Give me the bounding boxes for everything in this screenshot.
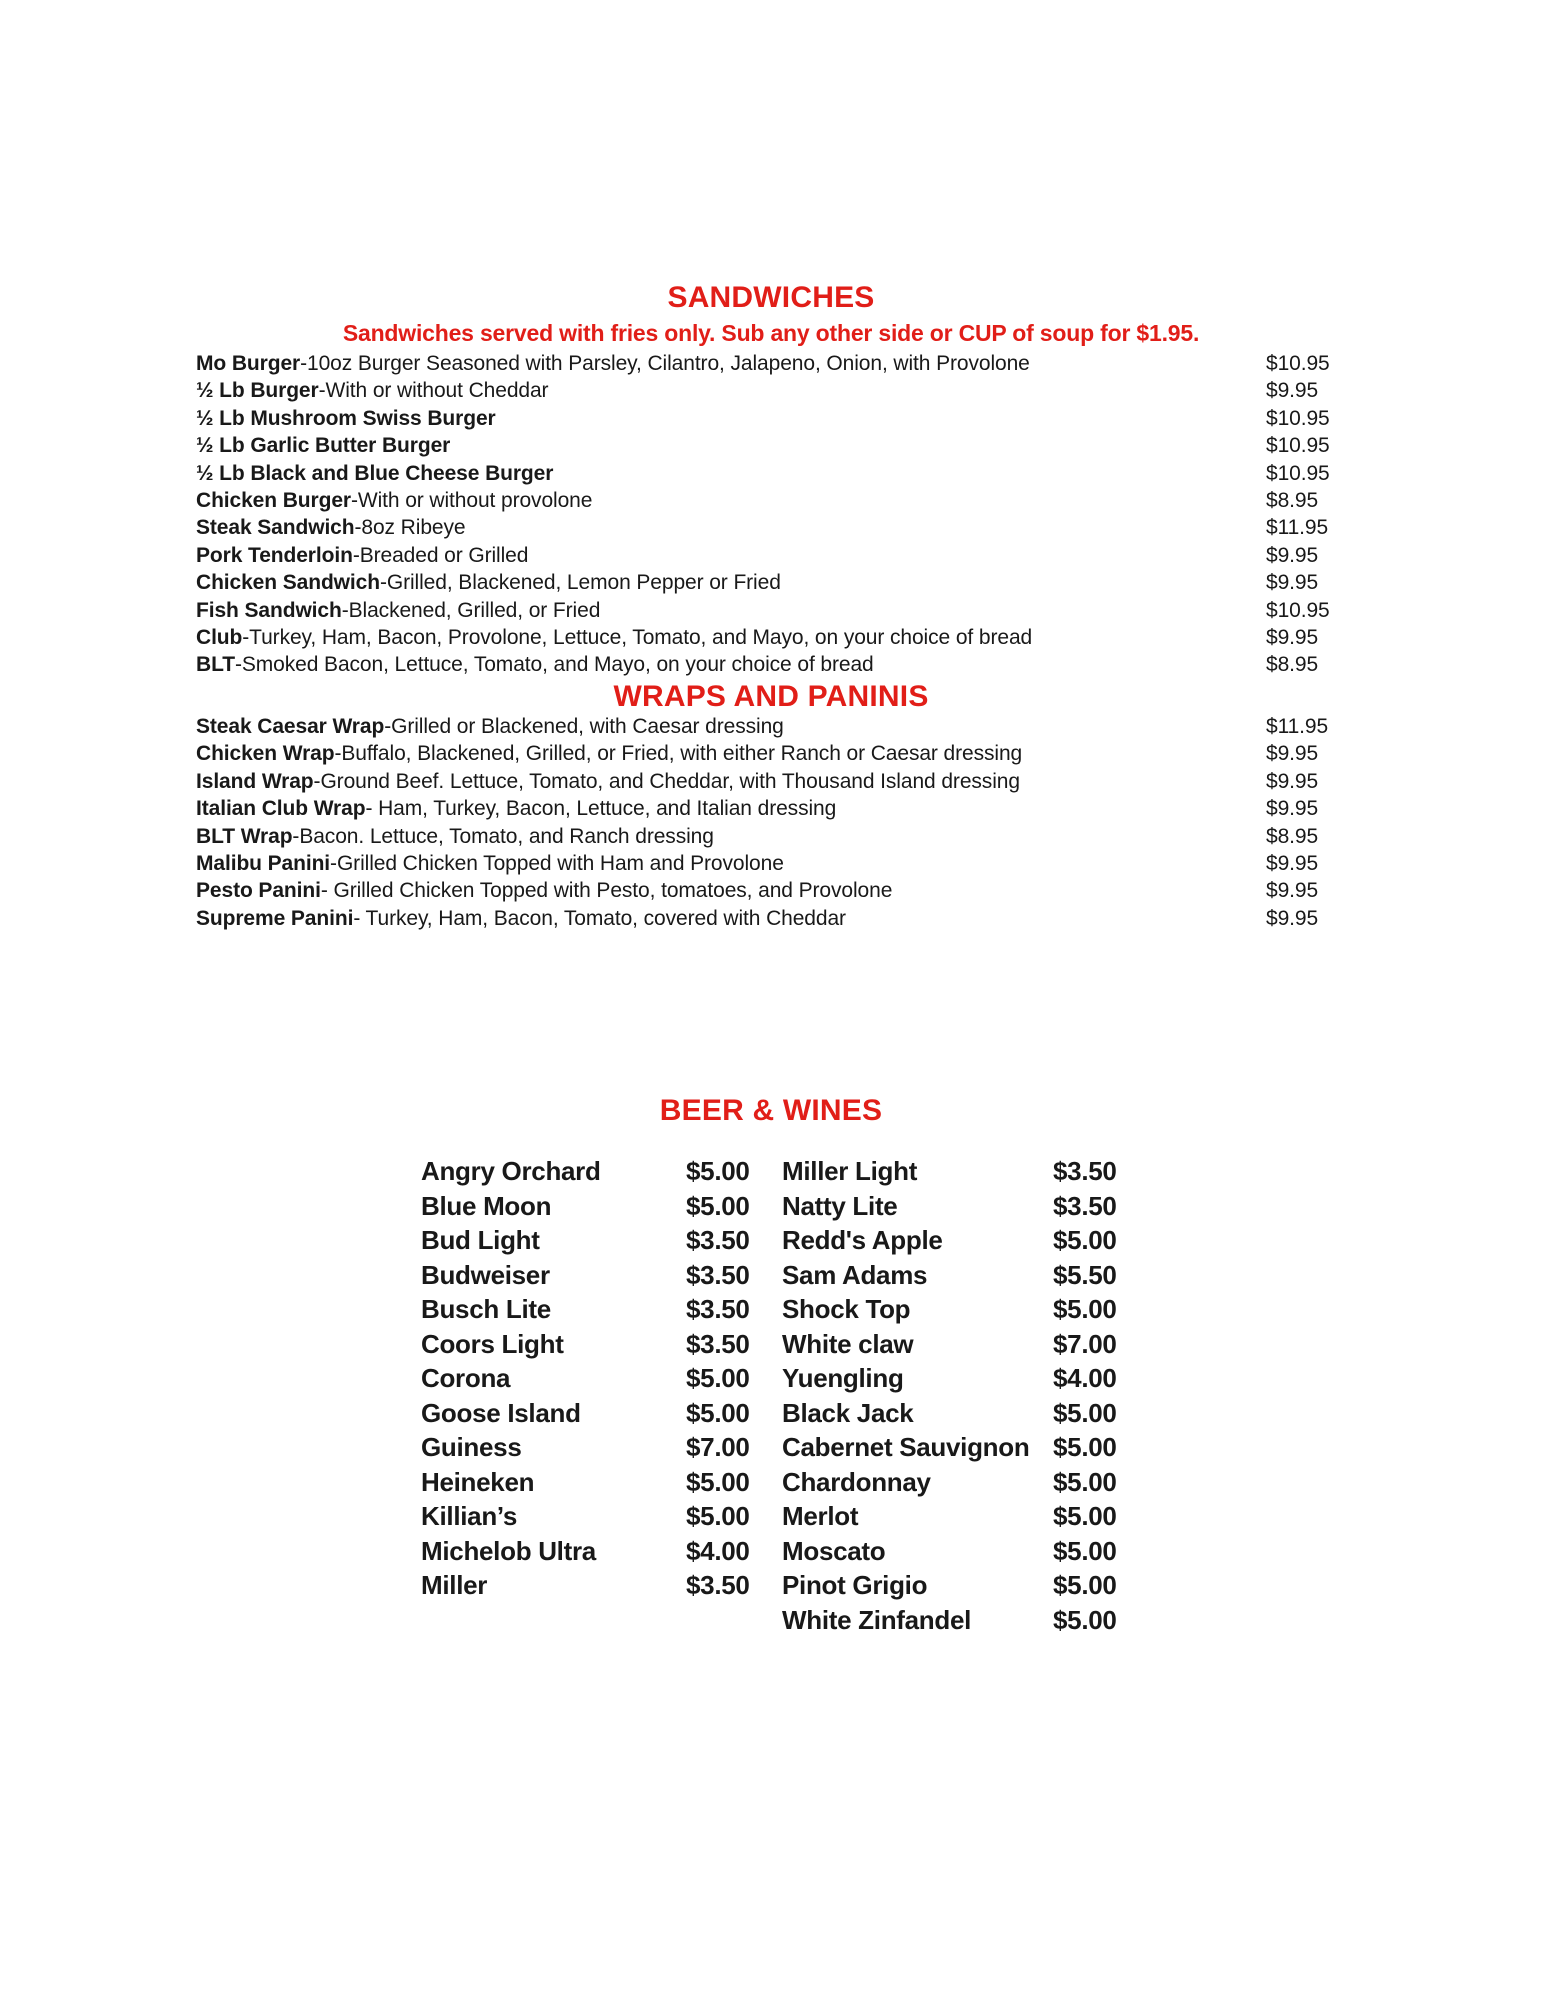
menu-item-description: - Grilled Chicken Topped with Pesto, tomatoes, and Provolone: [320, 879, 893, 903]
drink-name-right: Redd's Apple: [782, 1225, 943, 1256]
menu-item-name: ½ Lb Mushroom Swiss Burger: [196, 406, 496, 430]
menu-item-price: $9.95: [1266, 379, 1319, 403]
drink-name-right: Chardonnay: [782, 1466, 931, 1497]
menu-item-name: ½ Lb Garlic Butter Burger: [196, 434, 451, 458]
menu-item-price: $9.95: [1266, 742, 1319, 766]
menu-item-row: [196, 460, 1346, 487]
menu-item-description: -With or without provolone: [350, 489, 593, 513]
menu-item-row: [196, 713, 1346, 740]
menu-item-row: [196, 740, 1346, 767]
menu-item-row: [196, 514, 1346, 541]
drink-price-left: $5.00: [686, 1501, 750, 1532]
menu-item-row: [196, 651, 1346, 678]
drink-price-right: $3.50: [1053, 1156, 1117, 1187]
drink-price-right: $5.00: [1053, 1466, 1117, 1497]
menu-item-price: $9.95: [1266, 851, 1319, 875]
menu-item-row: [196, 877, 1346, 904]
menu-item-row: [196, 377, 1346, 404]
menu-item-description: -10oz Burger Seasoned with Parsley, Cilantro, Jalapeno, Onion, with Provolone: [300, 352, 1030, 375]
drink-name-right: Miller Light: [782, 1156, 918, 1187]
drink-price-right: $5.00: [1053, 1225, 1117, 1256]
drink-price-right: $5.00: [1053, 1570, 1117, 1601]
drink-row: [421, 1258, 1346, 1293]
drink-name-right: Merlot: [782, 1501, 859, 1532]
menu-item-text: [196, 850, 1266, 877]
drink-price-left: $3.50: [686, 1570, 750, 1601]
menu-item-description: -Grilled or Blackened, with Caesar dressing: [384, 714, 784, 738]
menu-item-name: ½ Lb Black and Blue Cheese Burger: [196, 461, 554, 485]
drink-name-right: Moscato: [782, 1535, 886, 1566]
menu-item-name: Mo Burger: [196, 352, 301, 375]
drink-name-right: Natty Lite: [782, 1190, 898, 1221]
drink-price-right: $5.50: [1053, 1259, 1117, 1290]
wraps-heading: WRAPS AND PANINIS: [613, 679, 929, 713]
menu-item-name: BLT: [196, 653, 235, 677]
menu-item-text: [196, 432, 1266, 459]
drink-name-left: Guiness: [421, 1432, 522, 1463]
drink-name-right: Cabernet Sauvignon: [782, 1432, 1030, 1463]
menu-item-name: Fish Sandwich: [196, 598, 342, 622]
menu-item-price: $9.95: [1266, 879, 1319, 903]
drink-row: [421, 1534, 1346, 1569]
drink-row: [421, 1189, 1346, 1224]
menu-item-name: Pork Tenderloin: [196, 543, 353, 567]
menu-item-price: $10.95: [1266, 406, 1330, 430]
menu-content: [196, 280, 1346, 1637]
drink-price-right: $7.00: [1053, 1328, 1117, 1359]
menu-item-price: $11.95: [1266, 516, 1329, 540]
menu-item-description: -With or without Cheddar: [318, 379, 549, 403]
menu-item-description: -Bacon. Lettuce, Tomato, and Ranch dressing: [292, 824, 714, 848]
drink-row: [421, 1327, 1346, 1362]
drink-price-left: $3.50: [686, 1294, 750, 1325]
drink-name-left: Bud Light: [421, 1225, 540, 1256]
menu-item-text: [196, 624, 1266, 651]
drink-row: [421, 1292, 1346, 1327]
menu-item-name: Malibu Panini: [196, 851, 331, 875]
menu-item-row: [196, 597, 1346, 624]
menu-item-text: [196, 651, 1266, 678]
menu-item-row: [196, 350, 1346, 377]
menu-item-name: Island Wrap: [196, 769, 314, 793]
wraps-list: [196, 713, 1346, 932]
menu-item-price: $9.95: [1266, 571, 1319, 595]
menu-item-price: $10.95: [1266, 352, 1330, 375]
drink-row: [421, 1361, 1346, 1396]
drink-price-left: $5.00: [686, 1397, 750, 1428]
menu-item-text: [196, 905, 1266, 932]
menu-item-text: [196, 569, 1266, 596]
menu-item-text: [196, 768, 1266, 795]
menu-item-text: [196, 877, 1266, 904]
menu-item-text: [196, 597, 1266, 624]
menu-item-description: - Ham, Turkey, Bacon, Lettuce, and Italian dressing: [365, 797, 837, 821]
drink-name-left: Michelob Ultra: [421, 1535, 596, 1566]
menu-item-name: Italian Club Wrap: [196, 797, 366, 821]
menu-item-text: [196, 542, 1266, 569]
menu-item-row: [196, 487, 1346, 514]
menu-item-price: $10.95: [1266, 434, 1330, 458]
menu-item-text: [196, 405, 1266, 432]
drink-row: [421, 1223, 1346, 1258]
drink-price-right: $5.00: [1053, 1294, 1117, 1325]
menu-item-text: [196, 487, 1266, 514]
drink-price-left: $5.00: [686, 1363, 750, 1394]
drink-row: [421, 1568, 1346, 1603]
drink-name-right: Shock Top: [782, 1294, 911, 1325]
menu-item-name: BLT Wrap: [196, 824, 293, 848]
drink-price-right: $5.00: [1053, 1397, 1117, 1428]
drink-row: [421, 1499, 1346, 1534]
menu-item-description: -Grilled Chicken Topped with Ham and Provolone: [330, 851, 784, 875]
menu-item-text: [196, 377, 1266, 404]
drink-name-left: Heineken: [421, 1466, 535, 1497]
menu-item-description: -Smoked Bacon, Lettuce, Tomato, and Mayo, on your choice of bread: [234, 653, 874, 677]
menu-item-row: [196, 850, 1346, 877]
drink-name-right: White claw: [782, 1328, 914, 1359]
drink-price-left: $3.50: [686, 1328, 750, 1359]
menu-item-price: $9.95: [1266, 906, 1319, 930]
drink-row: [421, 1465, 1346, 1500]
menu-item-row: [196, 795, 1346, 822]
menu-item-price: $11.95: [1266, 714, 1329, 738]
drink-price-left: $3.50: [686, 1225, 750, 1256]
drink-price-right: $5.00: [1053, 1604, 1117, 1635]
drink-name-left: Coors Light: [421, 1328, 564, 1359]
menu-item-name: Chicken Wrap: [196, 742, 335, 766]
drink-name-left: [421, 1603, 686, 1638]
menu-item-price: $9.95: [1266, 543, 1319, 567]
sandwiches-heading: SANDWICHES: [667, 281, 875, 314]
menu-item-text: [196, 460, 1266, 487]
drink-price-right: $4.00: [1053, 1363, 1117, 1394]
menu-item-name: Supreme Panini: [196, 906, 354, 930]
drink-name-right: Pinot Grigio: [782, 1570, 928, 1601]
drink-name-right: Yuengling: [782, 1363, 904, 1394]
sandwiches-list: [196, 350, 1346, 679]
menu-item-row: [196, 905, 1346, 932]
menu-item-text: [196, 514, 1266, 541]
drink-name-left: Goose Island: [421, 1397, 581, 1428]
drink-name-left: Busch Lite: [421, 1294, 551, 1325]
menu-item-name: Steak Sandwich: [196, 516, 355, 540]
menu-item-name: Club: [196, 626, 243, 650]
menu-item-description: -Buffalo, Blackened, Grilled, or Fried, with either Ranch or Caesar dressing: [334, 742, 1023, 766]
drink-name-left: Killian’s: [421, 1501, 518, 1532]
menu-item-row: [196, 823, 1346, 850]
drink-price-left: $4.00: [686, 1535, 750, 1566]
sandwiches-note: Sandwiches served with fries only. Sub any other side or CUP of soup for $1.95.: [342, 320, 1200, 346]
menu-item-price: $10.95: [1266, 598, 1330, 622]
menu-item-description: -Turkey, Ham, Bacon, Provolone, Lettuce, Tomato, and Mayo, on your choice of bread: [242, 626, 1033, 650]
menu-item-price: $9.95: [1266, 769, 1319, 793]
drink-price-right: $5.00: [1053, 1501, 1117, 1532]
drink-name-left: Budweiser: [421, 1259, 550, 1290]
menu-item-price: $9.95: [1266, 797, 1319, 821]
menu-item-row: [196, 569, 1346, 596]
menu-item-name: ½ Lb Burger: [196, 379, 319, 403]
drink-name-right: White Zinfandel: [782, 1604, 972, 1635]
drink-price-left: $7.00: [686, 1432, 750, 1463]
menu-item-row: [196, 768, 1346, 795]
menu-item-description: -8oz Ribeye: [354, 516, 466, 540]
menu-item-text: [196, 823, 1266, 850]
menu-item-price: $8.95: [1266, 653, 1319, 677]
menu-item-row: [196, 432, 1346, 459]
menu-item-row: [196, 542, 1346, 569]
drink-name-right: Sam Adams: [782, 1259, 928, 1290]
menu-item-text: [196, 795, 1266, 822]
drink-name-left: Blue Moon: [421, 1190, 552, 1221]
menu-item-row: [196, 405, 1346, 432]
drink-price-left: $5.00: [686, 1466, 750, 1497]
drink-price-left: $5.00: [686, 1156, 750, 1187]
drink-name-left: Miller: [421, 1570, 488, 1601]
drink-price-left: $3.50: [686, 1259, 750, 1290]
drink-row: [421, 1154, 1346, 1189]
menu-item-name: Steak Caesar Wrap: [196, 714, 385, 738]
menu-item-description: - Turkey, Ham, Bacon, Tomato, covered with Cheddar: [353, 906, 846, 930]
menu-item-price: $8.95: [1266, 489, 1319, 513]
drink-name-left: Angry Orchard: [421, 1156, 601, 1187]
drink-price-right: $5.00: [1053, 1432, 1117, 1463]
drinks-heading: BEER & WINES: [659, 1094, 883, 1128]
menu-item-text: [196, 740, 1266, 767]
drink-name-left: Corona: [421, 1363, 511, 1394]
menu-item-description: -Ground Beef. Lettuce, Tomato, and Cheddar, with Thousand Island dressing: [313, 769, 1020, 793]
menu-item-row: [196, 624, 1346, 651]
drink-price-right: $5.00: [1053, 1535, 1117, 1566]
drink-price-right: $3.50: [1053, 1190, 1117, 1221]
drink-row: [421, 1603, 1346, 1638]
drink-row: [421, 1430, 1346, 1465]
drink-name-right: Black Jack: [782, 1397, 914, 1428]
drink-price-left: [686, 1603, 782, 1638]
menu-item-text: [196, 713, 1266, 740]
drink-row: [421, 1396, 1346, 1431]
menu-item-name: Chicken Sandwich: [196, 571, 380, 595]
drink-price-left: $5.00: [686, 1190, 750, 1221]
menu-item-price: $9.95: [1266, 626, 1319, 650]
menu-item-name: Pesto Panini: [196, 879, 321, 903]
menu-item-text: [196, 350, 1266, 377]
menu-item-description: -Breaded or Grilled: [352, 543, 529, 567]
menu-item-description: -Grilled, Blackened, Lemon Pepper or Fried: [379, 571, 781, 595]
menu-item-price: $10.95: [1266, 461, 1330, 485]
menu-item-description: -Blackened, Grilled, or Fried: [341, 598, 601, 622]
menu-item-price: $8.95: [1266, 824, 1319, 848]
drinks-table: [421, 1154, 1346, 1637]
menu-item-name: Chicken Burger: [196, 489, 351, 513]
